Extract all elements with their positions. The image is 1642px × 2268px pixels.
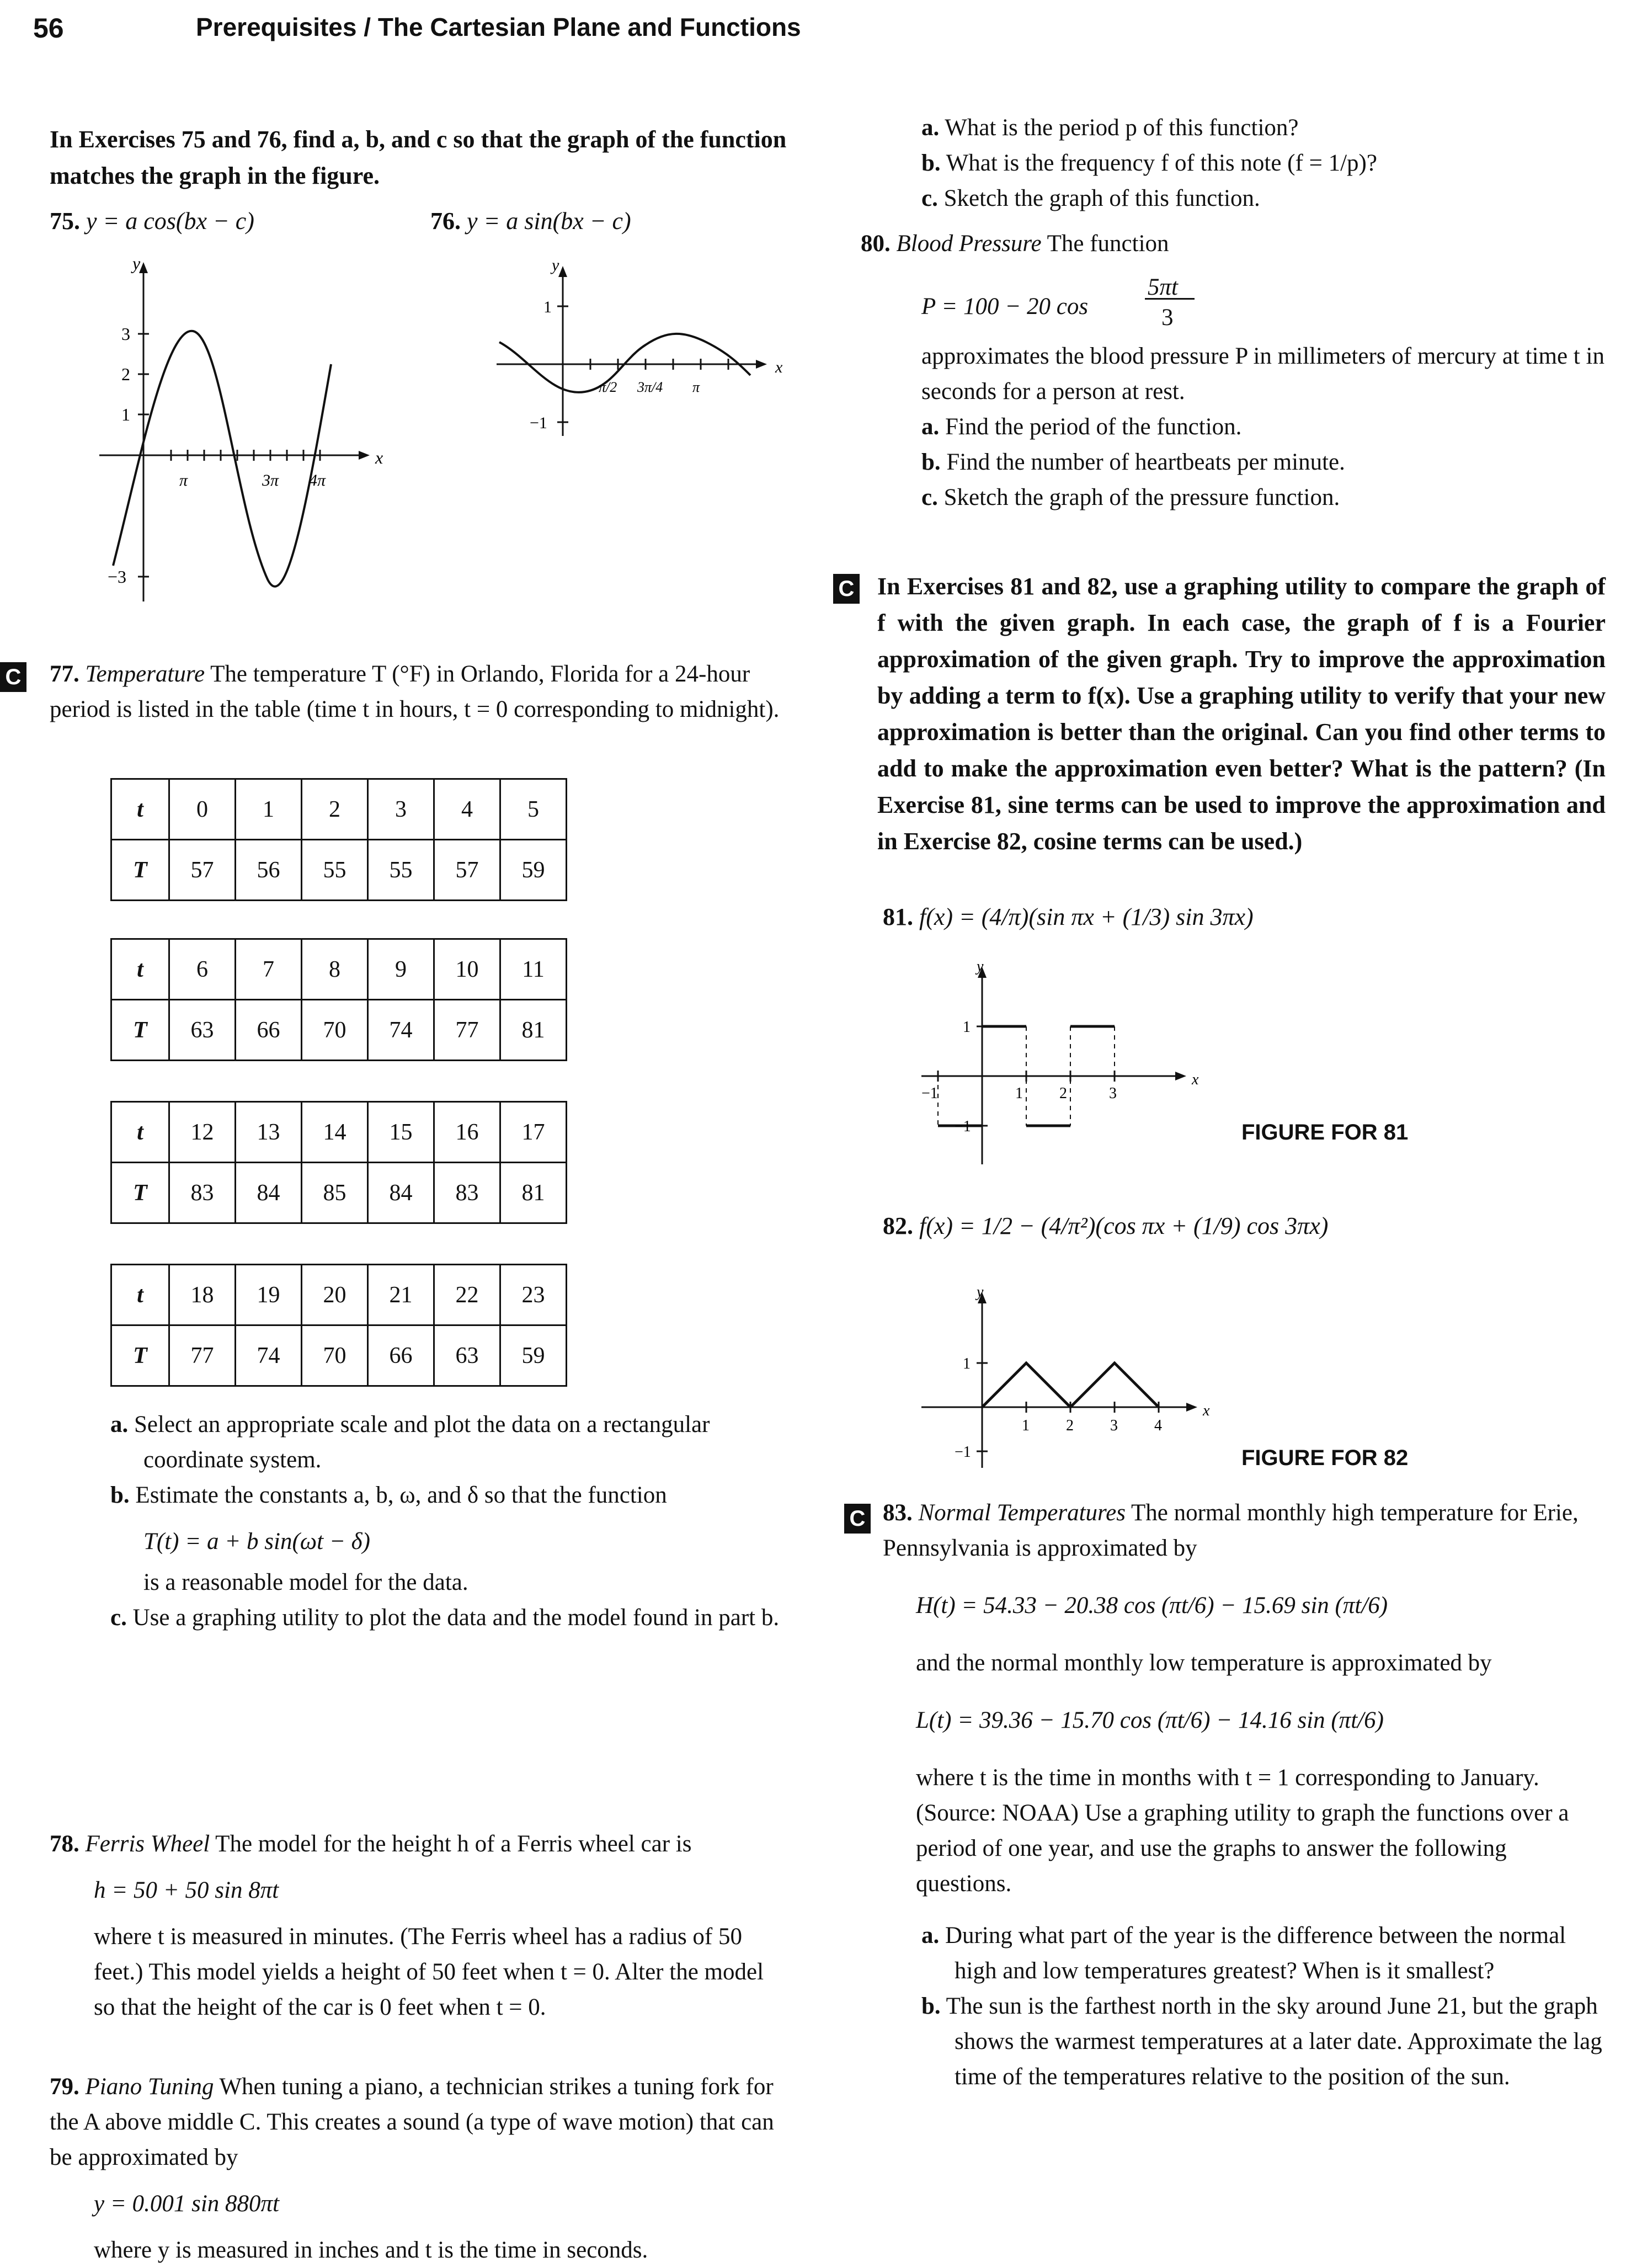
x-axis-label: x	[1203, 1402, 1210, 1419]
row-header: T	[111, 1163, 169, 1223]
table-cell: 74	[236, 1325, 302, 1386]
x-tick: π/2	[599, 379, 617, 395]
part-label: a.	[921, 414, 940, 440]
exercise-text-after: where y is measured in inches and t is the time in seconds.	[94, 2237, 648, 2263]
exercise-79-parts	[921, 110, 1606, 216]
y-tick: −1	[955, 1444, 971, 1461]
exercise-text: The temperature T (°F) in Orlando, Florida for a 24-hour period is listed in the table (time t in hours, t = 0 corresponding to midnight).	[50, 661, 780, 722]
y-tick: 3	[121, 324, 130, 344]
exercise-number: 82.	[883, 1212, 913, 1239]
part-b: Estimate the constants a, b, ω, and δ so that the function	[135, 1482, 667, 1508]
x-tick: π	[692, 379, 700, 395]
part-label: a.	[921, 1923, 940, 1948]
exercise-title: Temperature	[85, 661, 205, 687]
exercise-77	[50, 657, 789, 727]
table-cell: 77	[169, 1325, 236, 1386]
exercise-79	[50, 2069, 789, 2268]
table-cell: 83	[169, 1163, 236, 1223]
exercise-text-after: where t is measured in minutes. (The Ferris wheel has a radius of 50 feet.) This model yields a height of 50 feet when t = 0. Alter the model so that the height of the car is 0 feet when t = 0.	[94, 1924, 764, 2020]
model-equation: T(t) = a + b sin(ωt − δ)	[143, 1529, 370, 1554]
part-label: b.	[921, 150, 941, 176]
table-cell: 8	[302, 939, 368, 1000]
exercise-text: The model for the height h of a Ferris wheel car is	[215, 1831, 692, 1857]
exercise-number: 78.	[50, 1831, 79, 1857]
table-cell: 63	[434, 1325, 500, 1386]
table-cell: 11	[500, 939, 567, 1000]
table-cell: 70	[302, 1000, 368, 1061]
table-cell: 85	[302, 1163, 368, 1223]
exercise-81	[883, 899, 1600, 935]
table-cell: 16	[434, 1102, 500, 1163]
exercise-text: The normal monthly high temperature for Erie, Pennsylvania is approximated by	[883, 1500, 1579, 1561]
part-b-after: is a reasonable model for the data.	[143, 1569, 468, 1595]
table-cell: 55	[368, 840, 434, 901]
part-label: a.	[110, 1412, 129, 1438]
table-cell: 63	[169, 1000, 236, 1061]
x-tick: 4π	[309, 471, 326, 489]
table-cell: 6	[169, 939, 236, 1000]
exercise-number: 81.	[883, 903, 913, 930]
temperature-table-1	[110, 778, 567, 901]
exercise-number: 76.	[430, 207, 461, 235]
exercise-number: 80.	[861, 231, 891, 257]
exercise-75	[50, 207, 254, 235]
table-cell: 2	[302, 779, 368, 840]
temperature-table-3	[110, 1101, 567, 1224]
table-cell: 23	[500, 1265, 567, 1325]
x-tick: −1	[921, 1085, 938, 1102]
x-tick: 3	[1110, 1417, 1118, 1434]
instructions-75-76: In Exercises 75 and 76, find a, b, and c so that the graph of the function matches the graph in the figure.	[50, 126, 787, 189]
table-cell: 70	[302, 1325, 368, 1386]
y-tick: −1	[530, 414, 547, 432]
x-axis-label: x	[375, 448, 383, 467]
x-tick: 3π	[262, 471, 279, 489]
y-axis-label: y	[977, 960, 984, 975]
table-cell: 83	[434, 1163, 500, 1223]
exercise-number: 79.	[50, 2074, 79, 2100]
c-badge: C	[0, 662, 26, 692]
table-cell: 21	[368, 1265, 434, 1325]
exercise-82	[883, 1208, 1600, 1244]
table-cell: 59	[500, 840, 567, 901]
table-cell: 81	[500, 1163, 567, 1223]
exercise-text-after: approximates the blood pressure P in millimeters of mercury at time t in seconds for a person at rest.	[921, 343, 1604, 404]
exercise-title: Piano Tuning	[85, 2074, 214, 2100]
row-header: T	[111, 1325, 169, 1386]
row-header: t	[111, 1102, 169, 1163]
table-cell: 18	[169, 1265, 236, 1325]
y-tick: 1	[963, 1019, 971, 1036]
exercise-number: 75.	[50, 207, 80, 235]
table-cell: 81	[500, 1000, 567, 1061]
table-cell: 20	[302, 1265, 368, 1325]
exercise-text: When tuning a piano, a technician strikes a tuning fork for the A above middle C. This creates a sound (a type of wave motion) that can be approximated by	[50, 2074, 774, 2170]
table-cell: 74	[368, 1000, 434, 1061]
row-header: T	[111, 840, 169, 901]
temperature-table-4	[110, 1264, 567, 1387]
running-header-title: Prerequisites / The Cartesian Plane and Functions	[196, 13, 801, 41]
table-cell: 10	[434, 939, 500, 1000]
part-text: Sketch the graph of the pressure function.	[943, 485, 1340, 510]
fraction-denominator: 3	[1161, 305, 1174, 331]
x-tick: π	[179, 471, 188, 489]
x-axis-label: x	[775, 358, 783, 376]
high-temp-equation: H(t) = 54.33 − 20.38 cos (πt/6) − 15.69 sin (πt/6)	[916, 1593, 1388, 1619]
y-tick: −1	[955, 1118, 971, 1135]
ferris-equation: h = 50 + 50 sin 8πt	[94, 1877, 279, 1903]
piano-equation: y = 0.001 sin 880πt	[94, 2191, 280, 2217]
table-cell: 5	[500, 779, 567, 840]
y-tick: 1	[543, 298, 552, 316]
equation: y = a sin(bx − c)	[467, 207, 631, 235]
instructions-81-82: In Exercises 81 and 82, use a graphing utility to compare the graph of f with the given graph. In each case, the graph of f is a Fourier approximation of the given graph. Try to improve the approximation by adding a term to f(x). Use a graphing utility to verify that your new approximation is better than the original. Can you find other terms to add to make the approximation even better? What is the pattern? (In Exercise 81, sine terms can be used to improve the approximation and in Exercise 82, cosine terms can be used.)	[877, 573, 1606, 855]
table-cell: 19	[236, 1265, 302, 1325]
x-tick: 3	[1109, 1085, 1117, 1102]
figure-caption-81: FIGURE FOR 81	[1241, 1120, 1409, 1144]
fraction-bar	[1145, 298, 1195, 300]
table-cell: 57	[434, 840, 500, 901]
part-label: b.	[921, 1993, 941, 2019]
y-axis-label: y	[552, 259, 559, 274]
row-header: T	[111, 1000, 169, 1061]
table-cell: 84	[236, 1163, 302, 1223]
fraction-numerator: 5πt	[1148, 274, 1178, 300]
graph-81	[905, 960, 1214, 1170]
equation: f(x) = 1/2 − (4/π²)(cos πx + (1/9) cos 3πx)	[919, 1212, 1329, 1239]
part-text: What is the frequency f of this note (f = 1/p)?	[946, 150, 1377, 176]
x-axis-label: x	[1192, 1071, 1199, 1088]
y-tick: −3	[108, 567, 127, 587]
y-tick: 2	[121, 364, 130, 384]
y-tick: 1	[963, 1355, 971, 1372]
table-cell: 66	[236, 1000, 302, 1061]
part-label: a.	[921, 115, 940, 141]
table-cell: 17	[500, 1102, 567, 1163]
y-tick: 1	[121, 404, 130, 424]
row-header: t	[111, 779, 169, 840]
c-badge: C	[833, 574, 860, 604]
table-cell: 13	[236, 1102, 302, 1163]
part-text: Sketch the graph of this function.	[943, 185, 1260, 211]
row-header: t	[111, 939, 169, 1000]
part-label: b.	[921, 449, 941, 475]
part-label: c.	[110, 1605, 127, 1631]
table-cell: 14	[302, 1102, 368, 1163]
temperature-table-2	[110, 938, 567, 1061]
exercise-78	[50, 1827, 789, 2025]
exercise-text-after: where t is the time in months with t = 1 corresponding to January. (Source: NOAA) Use a graphing utility to graph the functions over a period of one year, and use the graphs to answer the following questions.	[916, 1765, 1569, 1897]
equation: y = a cos(bx − c)	[86, 207, 254, 235]
exercise-text-mid: and the normal monthly low temperature is approximated by	[916, 1650, 1492, 1676]
part-label: c.	[921, 185, 938, 211]
graph-75	[55, 259, 386, 613]
table-cell: 55	[302, 840, 368, 901]
x-tick: 1	[1015, 1085, 1023, 1102]
x-tick: 1	[1022, 1417, 1030, 1434]
page-number: 56	[33, 13, 64, 44]
low-temp-equation: L(t) = 39.36 − 15.70 cos (πt/6) − 14.16 sin (πt/6)	[916, 1707, 1384, 1733]
table-cell: 1	[236, 779, 302, 840]
part-c: Use a graphing utility to plot the data and the model found in part b.	[132, 1605, 780, 1631]
part-label: c.	[921, 485, 938, 510]
table-cell: 59	[500, 1325, 567, 1386]
table-cell: 84	[368, 1163, 434, 1223]
part-text: The sun is the farthest north in the sky around June 21, but the graph shows the warmest temperatures at a later date. Approximate the lag time of the temperatures relative to the position of the sun.	[946, 1993, 1602, 2090]
table-cell: 9	[368, 939, 434, 1000]
table-cell: 12	[169, 1102, 236, 1163]
exercise-title: Blood Pressure	[896, 231, 1042, 257]
table-cell: 66	[368, 1325, 434, 1386]
part-label: b.	[110, 1482, 130, 1508]
exercise-number: 83.	[883, 1500, 913, 1526]
x-tick: 4	[1154, 1417, 1162, 1434]
pressure-equation	[861, 273, 1606, 333]
exercise-number: 77.	[50, 661, 79, 687]
table-cell: 3	[368, 779, 434, 840]
exercise-83	[883, 1495, 1606, 2095]
x-tick: 3π/4	[637, 379, 663, 395]
part-text: Find the period of the function.	[945, 414, 1242, 440]
table-cell: 57	[169, 840, 236, 901]
part-text: What is the period p of this function?	[945, 115, 1299, 141]
table-cell: 22	[434, 1265, 500, 1325]
part-text: During what part of the year is the difference between the normal high and low temperatures greatest? When is it smallest?	[945, 1923, 1566, 1984]
x-tick: 2	[1066, 1417, 1074, 1434]
exercise-title: Ferris Wheel	[85, 1831, 210, 1857]
graph-82	[905, 1286, 1214, 1473]
part-a: Select an appropriate scale and plot the data on a rectangular coordinate system.	[134, 1412, 710, 1473]
exercise-title: Normal Temperatures	[918, 1500, 1126, 1526]
equation-lhs: P = 100 − 20 cos	[921, 294, 1089, 320]
exercise-76	[430, 207, 631, 235]
graph-76	[475, 259, 795, 441]
table-cell: 77	[434, 1000, 500, 1061]
table-cell: 56	[236, 840, 302, 901]
part-text: Find the number of heartbeats per minute.	[946, 449, 1345, 475]
exercise-77-parts	[110, 1407, 795, 1636]
row-header: t	[111, 1265, 169, 1325]
table-cell: 7	[236, 939, 302, 1000]
exercise-text: The function	[1047, 231, 1169, 257]
table-cell: 15	[368, 1102, 434, 1163]
table-cell: 4	[434, 779, 500, 840]
x-tick: 2	[1059, 1085, 1067, 1102]
y-axis-label: y	[977, 1286, 984, 1301]
y-axis-label: y	[132, 259, 141, 273]
exercise-80	[861, 226, 1606, 515]
table-cell: 0	[169, 779, 236, 840]
equation: f(x) = (4/π)(sin πx + (1/3) sin 3πx)	[919, 903, 1254, 930]
figure-caption-82: FIGURE FOR 82	[1241, 1446, 1409, 1470]
c-badge: C	[844, 1504, 871, 1534]
